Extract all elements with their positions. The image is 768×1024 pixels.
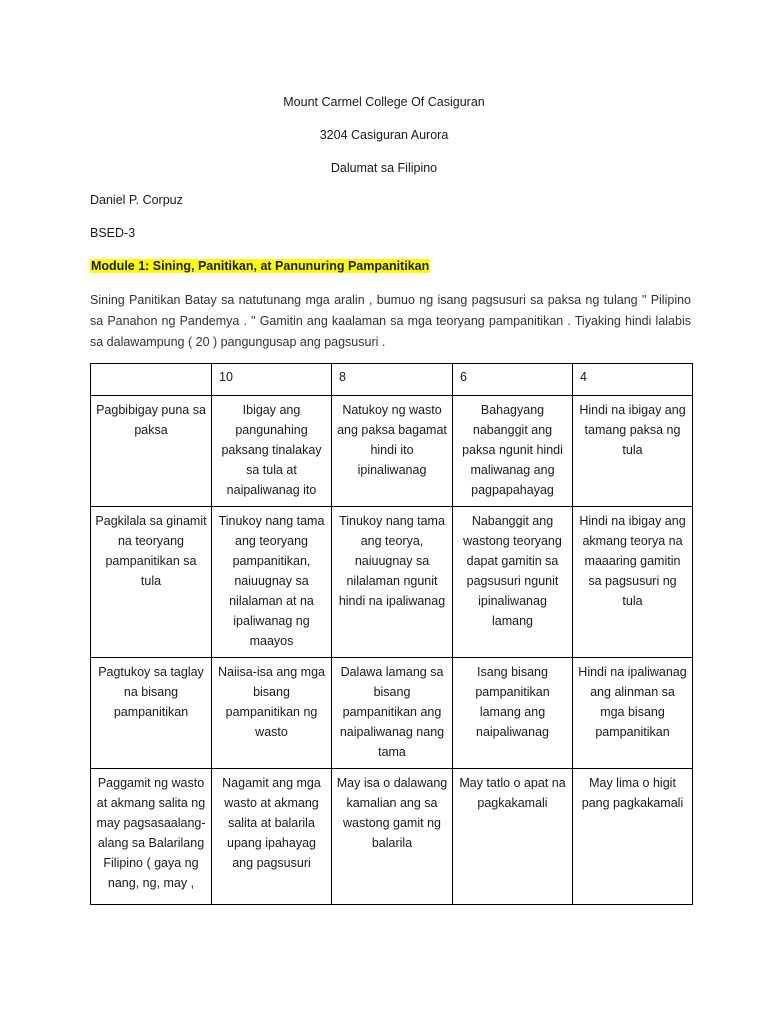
rubric-header-cell: 4 (573, 364, 693, 396)
rubric-header-cell: 6 (453, 364, 573, 396)
criterion-cell: Pagbibigay puna sa paksa (91, 396, 212, 507)
rubric-header-cell: 8 (332, 364, 453, 396)
score-cell: Natukoy ng wasto ang paksa bagamat hindi ito ipinaliwanag (332, 396, 453, 507)
criterion-cell: Paggamit ng wasto at akmang salita ng may pagsasaalang-alang sa Balarilang Filipino ( gaya ng nang, ng, may , (91, 769, 212, 905)
course-title: Dalumat sa Filipino (330, 161, 438, 175)
score-cell: May lima o higit pang pagkakamali (573, 769, 693, 905)
rubric-table (90, 363, 693, 905)
table-row (91, 507, 693, 658)
score-cell: Nabanggit ang wastong teoryang dapat gamitin sa pagsusuri ngunit ipinaliwanag lamang (453, 507, 573, 658)
score-cell: Hindi na ipaliwanag ang alinman sa mga bisang pampanitikan (573, 658, 693, 769)
score-cell: Nagamit ang mga wasto at akmang salita at balarila upang ipahayag ang pagsusuri (212, 769, 332, 905)
score-cell: May tatlo o apat na pagkakamali (453, 769, 573, 905)
table-row (91, 396, 693, 507)
rubric-header-row (91, 364, 693, 396)
table-row (91, 769, 693, 905)
criterion-cell: Pagtukoy sa taglay na bisang pampanitikan (91, 658, 212, 769)
score-cell: Tinukoy nang tama ang teoryang pampanitikan, naiuugnay sa nilalaman at na ipaliwanag ng maayos (212, 507, 332, 658)
score-cell: Dalawa lamang sa bisang pampanitikan ang naipaliwanag nang tama (332, 658, 453, 769)
table-row (91, 658, 693, 769)
rubric-header-cell: 10 (212, 364, 332, 396)
school-name: Mount Carmel College Of Casiguran (283, 95, 485, 109)
instructions-paragraph: Sining Panitikan Batay sa natutunang mga aralin , bumuo ng isang pagsusuri sa paksa ng tulang " Pilipino sa Panahon ng Pandemya . " Gamitin ang kaalaman sa mga teoryang pampanitikan . Tiyaking hindi lalabis sa dalawampung ( 20 ) pangungusap ang pagsusuri . (90, 293, 691, 349)
module-title (90, 258, 430, 274)
score-cell: Hindi na ibigay ang akmang teorya na maaaring gamitin sa pagsusuri ng tula (573, 507, 693, 658)
rubric-header-cell (91, 364, 212, 396)
school-address: 3204 Casiguran Aurora (319, 128, 449, 142)
student-section: BSED-3 (90, 226, 136, 240)
score-cell: Bahagyang nabanggit ang paksa ngunit hindi maliwanag ang pagpapahayag (453, 396, 573, 507)
score-cell: Hindi na ibigay ang tamang paksa ng tula (573, 396, 693, 507)
score-cell: Tinukoy nang tama ang teorya, naiuugnay sa nilalaman ngunit hindi na ipaliwanag (332, 507, 453, 658)
score-cell: May isa o dalawang kamalian ang sa wastong gamit ng balarila (332, 769, 453, 905)
module-title-text: Module 1: Sining, Panitikan, at Panunuring Pampanitikan (91, 259, 430, 273)
score-cell: Ibigay ang pangunahing paksang tinalakay sa tula at naipaliwanag ito (212, 396, 332, 507)
score-cell: Isang bisang pampanitikan lamang ang naipaliwanag (453, 658, 573, 769)
criterion-cell: Pagkilala sa ginamit na teoryang pampanitikan sa tula (91, 507, 212, 658)
score-cell: Naiisa-isa ang mga bisang pampanitikan ng wasto (212, 658, 332, 769)
student-name: Daniel P. Corpuz (90, 193, 183, 207)
